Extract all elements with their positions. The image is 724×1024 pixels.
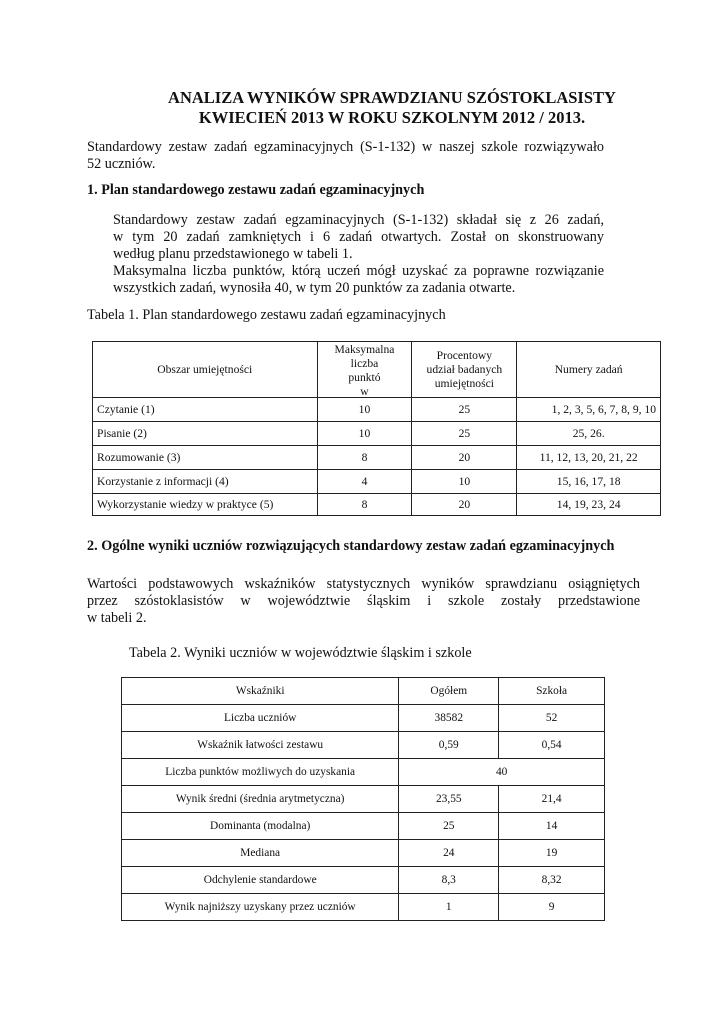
cell-tasks: 1, 2, 3, 5, 6, 7, 8, 9, 10 xyxy=(517,398,661,422)
table-row xyxy=(93,470,661,494)
table-row xyxy=(93,422,661,446)
table-row xyxy=(122,867,605,894)
title-line-1: ANALIZA WYNIKÓW SPRAWDZIANU SZÓSTOKLASISTY xyxy=(168,88,616,107)
cell-total: 23,55 xyxy=(399,786,499,813)
cell-school: 14 xyxy=(499,813,605,840)
cell-total: 24 xyxy=(399,840,499,867)
cell-total: 1 xyxy=(399,894,499,921)
section-1-para-line: według planu przedstawionego w tabeli 1. xyxy=(113,246,353,262)
section-1-para-line: w tym 20 zadań zamkniętych i 6 zadań otwartych. Został on skonstruowany xyxy=(113,229,604,245)
cell-area: Czytanie (1) xyxy=(93,398,318,422)
cell-area: Pisanie (2) xyxy=(93,422,318,446)
cell-points: 8 xyxy=(317,446,412,470)
cell-indicator: Wskaźnik łatwości zestawu xyxy=(122,732,399,759)
table-1-header-row xyxy=(93,342,661,398)
header-line: punktó xyxy=(348,371,381,384)
section-2-heading: 2. Ogólne wyniki uczniów rozwiązujących standardowy zestaw zadań egzaminacyjnych xyxy=(87,538,615,554)
table-2-header-school: Szkoła xyxy=(499,678,605,705)
cell-percent: 20 xyxy=(412,446,517,470)
table-row xyxy=(122,786,605,813)
table-row xyxy=(122,840,605,867)
cell-indicator: Odchylenie standardowe xyxy=(122,867,399,894)
table-1-header-points xyxy=(317,342,412,398)
table-row xyxy=(122,759,605,786)
cell-merged-value: 40 xyxy=(399,759,605,786)
header-line: Maksymalna xyxy=(334,343,395,356)
cell-area: Korzystanie z informacji (4) xyxy=(93,470,318,494)
table-1 xyxy=(92,341,661,516)
header-line: udział badanych xyxy=(426,362,503,376)
cell-school: 21,4 xyxy=(499,786,605,813)
cell-school: 9 xyxy=(499,894,605,921)
cell-total: 0,59 xyxy=(399,732,499,759)
table-2-caption: Tabela 2. Wyniki uczniów w województwie śląskim i szkole xyxy=(129,645,472,661)
cell-indicator: Mediana xyxy=(122,840,399,867)
cell-points: 8 xyxy=(317,494,412,516)
cell-total: 25 xyxy=(399,813,499,840)
table-2-header-indicator: Wskaźniki xyxy=(122,678,399,705)
cell-tasks: 25, 26. xyxy=(517,422,661,446)
table-row xyxy=(122,813,605,840)
cell-indicator: Wynik najniższy uzyskany przez uczniów xyxy=(122,894,399,921)
section-1-para-line: wszystkich zadań, wynosiła 40, w tym 20 punktów za zadania otwarte. xyxy=(113,280,516,296)
table-row xyxy=(122,705,605,732)
table-row xyxy=(122,732,605,759)
table-2-header-total: Ogółem xyxy=(399,678,499,705)
header-line: Procentowy xyxy=(436,348,493,362)
section-2-para-line: Wartości podstawowych wskaźników statystycznych wyników sprawdzianu osiągniętych xyxy=(87,576,640,592)
section-2-para-line: w tabeli 2. xyxy=(87,610,147,626)
cell-area: Rozumowanie (3) xyxy=(93,446,318,470)
table-1-header-tasks: Numery zadań xyxy=(517,342,661,398)
section-1-heading: 1. Plan standardowego zestawu zadań egzaminacyjnych xyxy=(87,182,425,198)
cell-indicator: Liczba uczniów xyxy=(122,705,399,732)
cell-percent: 20 xyxy=(412,494,517,516)
intro-line-2: 52 uczniów. xyxy=(87,156,156,172)
section-1-para-line: Standardowy zestaw zadań egzaminacyjnych (S-1-132) składał się z 26 zadań, xyxy=(113,212,604,228)
title-line-2: KWIECIEŃ 2013 W ROKU SZKOLNYM 2012 / 2013. xyxy=(198,108,586,127)
cell-school: 52 xyxy=(499,705,605,732)
cell-indicator: Dominanta (modalna) xyxy=(122,813,399,840)
table-row xyxy=(93,398,661,422)
table-1-header-area: Obszar umiejętności xyxy=(93,342,318,398)
section-2-para-line: przez szóstoklasistów w województwie śląskim i szkole zostały przedstawione xyxy=(87,593,640,609)
header-line: liczba xyxy=(350,357,379,370)
cell-tasks: 11, 12, 13, 20, 21, 22 xyxy=(517,446,661,470)
cell-total: 38582 xyxy=(399,705,499,732)
cell-tasks: 15, 16, 17, 18 xyxy=(517,470,661,494)
cell-points: 10 xyxy=(317,422,412,446)
cell-total: 8,3 xyxy=(399,867,499,894)
intro-line-1: Standardowy zestaw zadań egzaminacyjnych (S-1-132) w naszej szkole rozwiązywało xyxy=(87,139,604,155)
cell-indicator: Wynik średni (średnia arytmetyczna) xyxy=(122,786,399,813)
cell-tasks: 14, 19, 23, 24 xyxy=(517,494,661,516)
cell-indicator: Liczba punktów możliwych do uzyskania xyxy=(122,759,399,786)
cell-points: 4 xyxy=(317,470,412,494)
cell-school: 19 xyxy=(499,840,605,867)
header-line: umiejętności xyxy=(434,376,494,390)
cell-percent: 25 xyxy=(412,422,517,446)
cell-school: 8,32 xyxy=(499,867,605,894)
table-2 xyxy=(121,677,605,921)
table-2-header-row xyxy=(122,678,605,705)
table-1-caption: Tabela 1. Plan standardowego zestawu zadań egzaminacyjnych xyxy=(87,307,446,323)
cell-percent: 25 xyxy=(412,398,517,422)
cell-percent: 10 xyxy=(412,470,517,494)
table-row xyxy=(93,446,661,470)
header-line: w xyxy=(360,385,369,397)
table-row xyxy=(93,494,661,516)
section-1-para-line: Maksymalna liczba punktów, którą uczeń mógł uzyskać za poprawne rozwiązanie xyxy=(113,263,604,279)
cell-points: 10 xyxy=(317,398,412,422)
cell-school: 0,54 xyxy=(499,732,605,759)
cell-area: Wykorzystanie wiedzy w praktyce (5) xyxy=(93,494,318,516)
table-1-header-percent xyxy=(412,342,517,398)
table-row xyxy=(122,894,605,921)
